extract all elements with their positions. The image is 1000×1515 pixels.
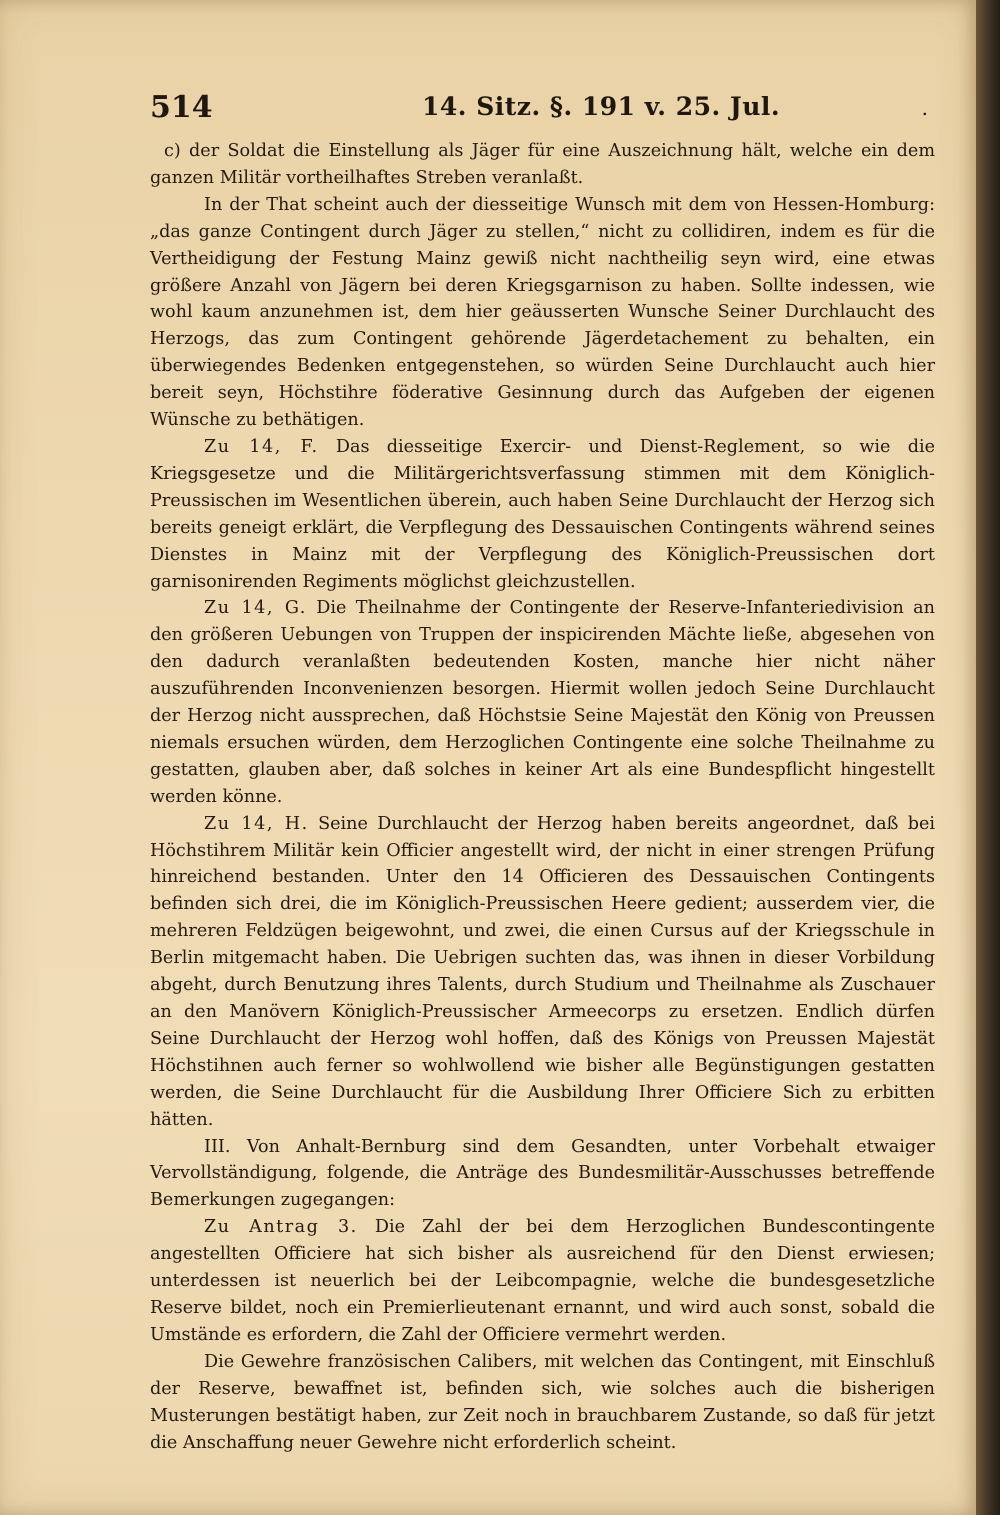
paragraph-text: Das diesseitige Exercir- und Dienst-Reglement, so wie die Kriegsgesetze und die Militärgerichtsverfassung stimmen mit dem Königlich-Preussischen im Wesentlichen überein, auch haben Seine Durchlaucht der Herzog sich bereits geneigt erklärt, die Verpflegung des Dessauischen Contingents während seines Dienstes in Mainz mit der Verpflegung des Königlich-Preussischen dort garnisonirenden Regiments möglichst gleichzustellen. (150, 436, 935, 592)
paragraph-3 (150, 434, 935, 595)
paragraph-text: c) der Soldat die Einstellung als Jäger für eine Auszeichnung hält, welche ein dem ganzen Militär vortheilhaftes Streben veranlaßt. (150, 141, 935, 188)
paragraph-5 (150, 811, 935, 1134)
paragraph-lead: Zu 14, H. (204, 813, 309, 834)
paragraph-text: Die Zahl der bei dem Herzoglichen Bundescontingente angestellten Officiere hat sich bisher als ausreichend für den Dienst erwiesen; unterdessen ist neuerlich bei der Leibcompagnie, welche die bundesgesetzliche Reserve bildet, noch ein Premierlieutenant ernannt, und wird auch sonst, sobald die Umstände es erfordern, die Zahl der Officiere vermehrt werden. (150, 1217, 935, 1345)
paragraph-1 (150, 138, 935, 192)
header-mark: . (921, 96, 928, 120)
paragraph-text: Seine Durchlaucht der Herzog haben bereits angeordnet, daß bei Höchstihrem Militär kein Officier angestellt wird, der nicht in einer strengen Prüfung hinreichend bestanden. Unter den 14 Officieren des Dessauischen Contingents befinden sich drei, die im Königlich-Preussischen Heere gedient; ausserdem vier, die mehreren Feldzügen beigewohnt, und zwei, die einen Cursus auf der Kriegsschule in Berlin mitgemacht haben. Die Uebrigen suchten das, was ihnen in dieser Vorbildung abgeht, durch Benutzung ihres Talents, durch Studium und Theilnahme als Zuschauer an den Manövern Königlich-Preussischer Armeecorps zu ersetzen. Endlich dürfen Seine Durchlaucht der Herzog wohl hoffen, daß des Königs von Preussen Majestät Höchstihnen auch ferner so wohlwollend wie bisher alle Begünstigungen gestatten werden, die Seine Durchlaucht für die Ausbildung Ihrer Officiere Sich zu erbitten hätten. (150, 813, 936, 1130)
paragraph-6 (150, 1134, 935, 1215)
paragraph-7 (150, 1214, 935, 1349)
paragraph-lead: Zu Antrag 3. (204, 1217, 358, 1238)
paragraph-text: III. Von Anhalt-Bernburg sind dem Gesandten, unter Vorbehalt etwaiger Vervollständigung, folgende, die Anträge des Bundesmilitär-Ausschusses betreffende Bemerkungen zugegangen: (150, 1136, 935, 1211)
running-head: 14. Sitz. §. 191 v. 25. Jul. (422, 92, 781, 121)
paragraph-4 (150, 595, 935, 810)
paragraph-lead: Zu 14, G. (204, 598, 307, 619)
paragraph-2 (150, 192, 935, 434)
body-text (150, 138, 935, 1456)
paragraph-lead: Zu 14, F. (204, 436, 319, 457)
paragraph-8 (150, 1349, 935, 1457)
paragraph-text: In der That scheint auch der diesseitige Wunsch mit dem von Hessen-Homburg: „das ganze Contingent durch Jäger zu stellen,“ nicht zu collidiren, indem es für die Vertheidigung der Festung Mainz gewiß nicht nachtheilig seyn wird, eine etwas größere Anzahl von Jägern bei deren Kriegsgarnison zu haben. Sollte indessen, wie wohl kaum anzunehmen ist, dem hier geäusserten Wunsche Seiner Durchlaucht des Herzogs, das zum Contingent gehörende Jägerdetachement zu behalten, ein überwiegendes Bedenken entgegenstehen, so würden Seine Durchlaucht auch hier bereit seyn, Höchstihre föderative Gesinnung durch das Aufgeben der eigenen Wünsche zu bethätigen. (150, 194, 935, 431)
page-header (150, 90, 940, 130)
page-number: 514 (150, 90, 213, 125)
paragraph-text: Die Theilnahme der Contingente der Reserve-Infanteriedivision an den größeren Uebungen von Truppen der inspicirenden Mächte ließe, abgesehen von den dadurch veranlaßten bedeutenden Kosten, manche hier nicht näher auszuführenden Inconvenienzen besorgen. Hiermit wollen jedoch Seine Durchlaucht der Herzog nicht aussprechen, daß Höchstsie Seine Majestät den König von Preussen niemals ersuchen würden, dem Herzoglichen Contingente eine solche Theilnahme zu gestatten, glauben aber, daß solches in keiner Art als eine Bundespflicht hingestellt werden könne. (150, 598, 935, 807)
book-edge (976, 0, 1000, 1515)
paragraph-text: Die Gewehre französischen Calibers, mit welchen das Contingent, mit Einschluß der Reserve, bewaffnet ist, befinden sich, wie solches auch die bisherigen Musterungen bestätigt haben, zur Zeit noch in brauchbarem Zustande, so daß für jetzt die Anschaffung neuer Gewehre nicht erforderlich scheint. (150, 1351, 935, 1453)
